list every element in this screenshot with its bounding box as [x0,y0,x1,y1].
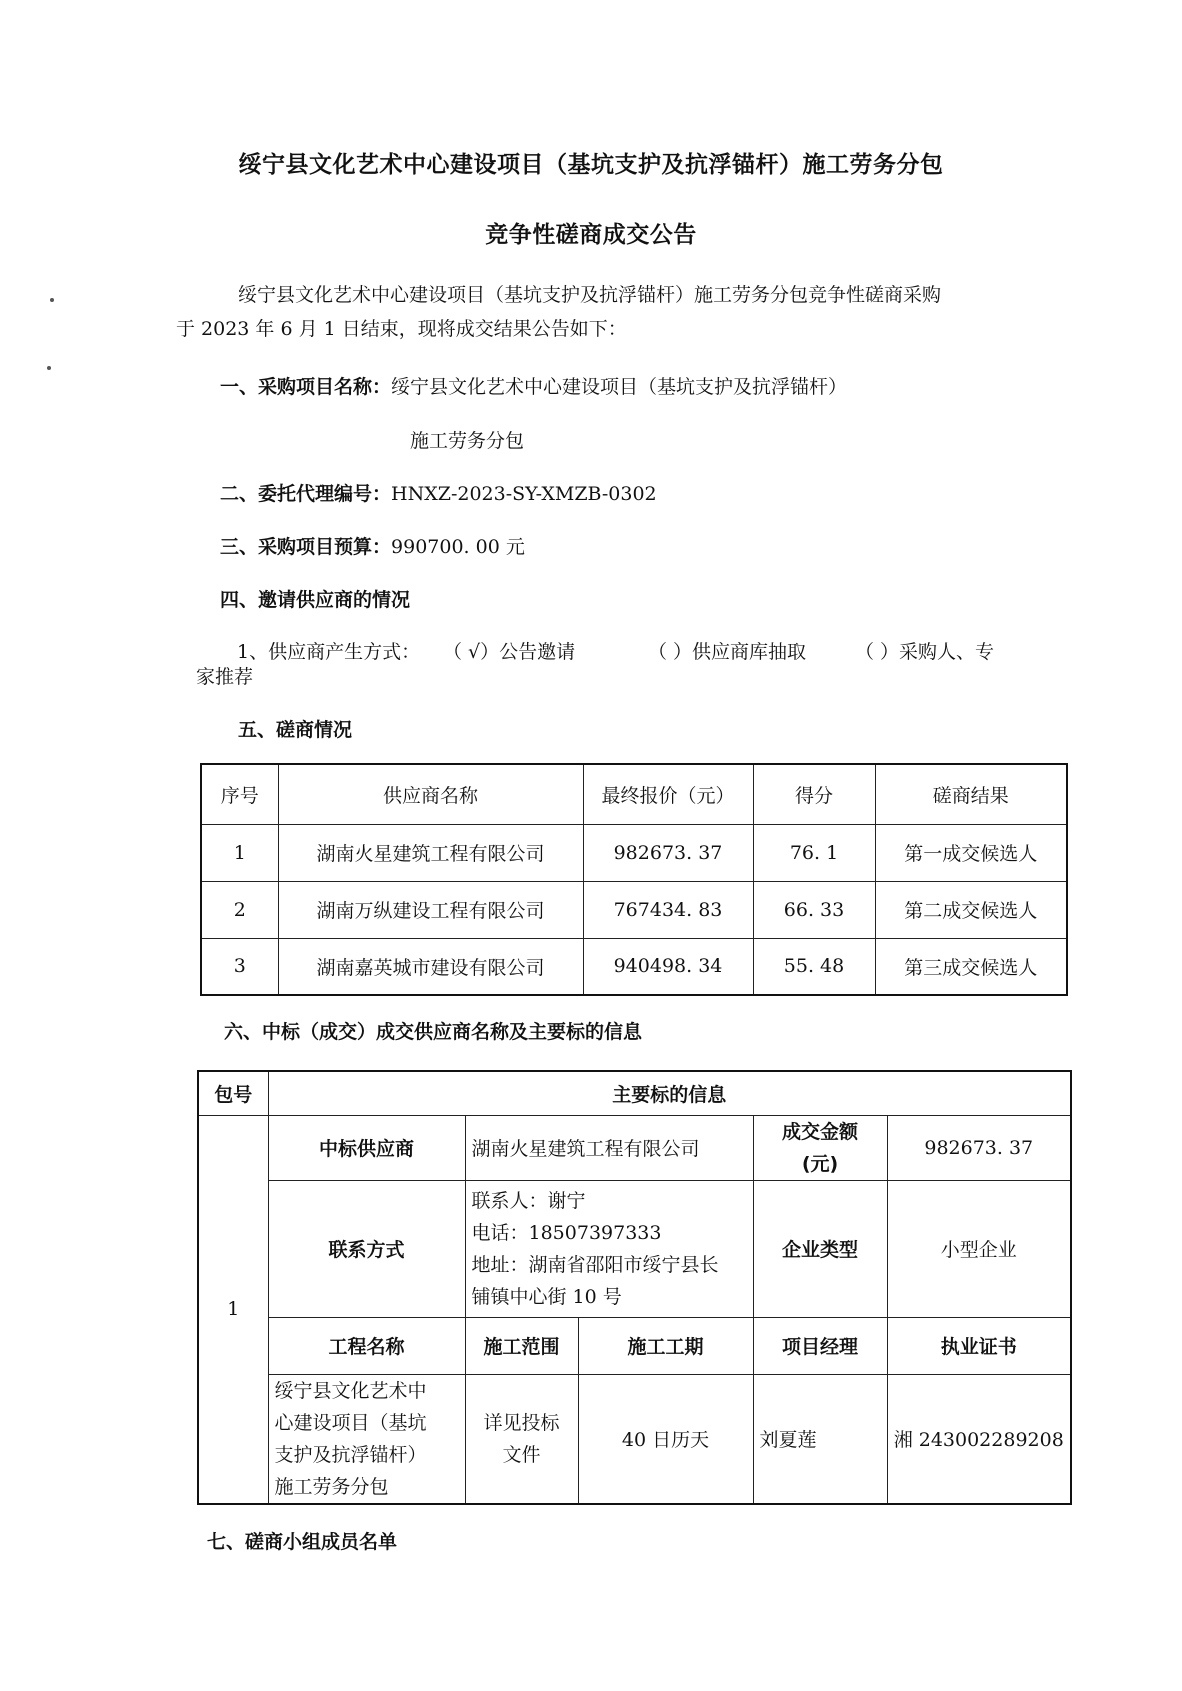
section-6-label: 六、中标（成交）成交供应商名称及主要标的信息 [224,1021,643,1043]
project-row [198,1374,1071,1504]
cell-no: 3 [201,938,278,995]
supplier-method-option-3: （ ）采购人、专 [855,641,995,663]
table-row [201,824,1067,881]
table-row [201,938,1067,995]
certificate-value: 湘 243002289208 [887,1374,1071,1504]
section-4-label: 四、邀请供应商的情况 [220,589,411,611]
section-1-value-cont: 施工劳务分包 [410,430,525,452]
title-line-1: 绥宁县文化艺术中心建设项目（基坑支护及抗浮锚杆）施工劳务分包 [238,152,944,178]
supplier-method-option-1: （ √）公告邀请 [443,641,576,663]
contact-label: 联系方式 [268,1180,465,1317]
col-header-project-name: 工程名称 [268,1317,465,1374]
contact-person: 联系人：谢宁 [471,1189,586,1212]
cell-result: 第三成交候选人 [875,938,1067,995]
winner-label: 中标供应商 [268,1115,465,1180]
project-name-line: 绥宁县文化艺术中 [274,1379,427,1402]
package-no-value: 1 [198,1115,268,1504]
section-7-label: 七、磋商小组成员名单 [207,1531,398,1553]
cell-score: 55. 48 [753,938,875,995]
scope-line: 详见投标 [483,1411,560,1434]
col-header-period: 施工工期 [578,1317,753,1374]
section-2-value: HNXZ-2023-SY-XMZB-0302 [391,483,657,505]
amount-value: 982673. 37 [887,1115,1071,1180]
cell-no: 1 [201,824,278,881]
section-2-label: 二、委托代理编号： [220,483,392,505]
supplier-method-option-2: （ ）供应商库抽取 [648,641,807,663]
contact-row [198,1180,1071,1317]
col-header-manager: 项目经理 [753,1317,887,1374]
col-header-scope: 施工范围 [465,1317,578,1374]
supplier-method-prefix: 1、供应商产生方式： [237,641,421,663]
section-3 [220,532,525,559]
contact-address-line-1: 地址：湖南省邵阳市绥宁县长 [471,1253,719,1276]
scan-mark [50,298,54,302]
package-no-label: 包号 [198,1071,268,1115]
scan-mark [47,366,51,370]
col-header-supplier: 供应商名称 [278,764,583,824]
intro-line-2: 于 2023 年 6 月 1 日结束，现将成交结果公告如下： [176,318,627,340]
project-name-line: 支护及抗浮锚杆） [274,1443,427,1466]
project-name-line: 施工劳务分包 [274,1475,389,1498]
contact-address-line-2: 铺镇中心街 10 号 [471,1285,622,1308]
section-1-label: 一、采购项目名称： [220,376,392,398]
cell-price: 982673. 37 [583,824,753,881]
period-value: 40 日历天 [578,1374,753,1504]
col-header-certificate: 执业证书 [887,1317,1071,1374]
scope-value [465,1374,578,1504]
cell-supplier: 湖南万纵建设工程有限公司 [278,881,583,938]
col-header-no: 序号 [201,764,278,824]
manager-value: 刘夏莲 [753,1374,887,1504]
table-row [201,881,1067,938]
contact-phone: 电话：18507397333 [471,1221,662,1244]
cell-price: 940498. 34 [583,938,753,995]
winner-value: 湖南火星建筑工程有限公司 [465,1115,753,1180]
cell-price: 767434. 83 [583,881,753,938]
winner-row [198,1115,1071,1180]
project-name-value [268,1374,465,1504]
amount-label-line-2: (元) [801,1152,839,1175]
cell-score: 76. 1 [753,824,875,881]
section-1 [220,372,847,399]
section-3-value: 990700. 00 元 [391,536,525,558]
amount-label [753,1115,887,1180]
section-2 [220,479,657,506]
project-name-line: 心建设项目（基坑 [274,1411,427,1434]
col-header-score: 得分 [753,764,875,824]
cell-result: 第一成交候选人 [875,824,1067,881]
intro-line-1: 绥宁县文化艺术中心建设项目（基坑支护及抗浮锚杆）施工劳务分包竞争性磋商采购 [238,284,942,306]
contact-details [465,1180,753,1317]
table-header-row [201,764,1067,824]
main-subject-label: 主要标的信息 [268,1071,1071,1115]
cell-result: 第二成交候选人 [875,881,1067,938]
scope-line: 文件 [502,1443,541,1466]
title-line-2: 竞争性磋商成交公告 [485,222,697,248]
cell-no: 2 [201,881,278,938]
award-header-row [198,1071,1071,1115]
award-info-table [197,1070,1072,1505]
cell-supplier: 湖南火星建筑工程有限公司 [278,824,583,881]
col-header-price: 最终报价（元） [583,764,753,824]
cell-score: 66. 33 [753,881,875,938]
section-3-label: 三、采购项目预算： [220,536,392,558]
col-header-result: 磋商结果 [875,764,1067,824]
supplier-method-option-3-cont: 家推荐 [196,666,254,688]
enterprise-type-label: 企业类型 [753,1180,887,1317]
amount-label-line-1: 成交金额 [781,1120,858,1143]
project-header-row [198,1317,1071,1374]
negotiation-table [200,763,1068,996]
section-5-label: 五、磋商情况 [238,719,353,741]
section-1-value: 绥宁县文化艺术中心建设项目（基坑支护及抗浮锚杆） [391,376,848,398]
cell-supplier: 湖南嘉英城市建设有限公司 [278,938,583,995]
enterprise-type-value: 小型企业 [887,1180,1071,1317]
